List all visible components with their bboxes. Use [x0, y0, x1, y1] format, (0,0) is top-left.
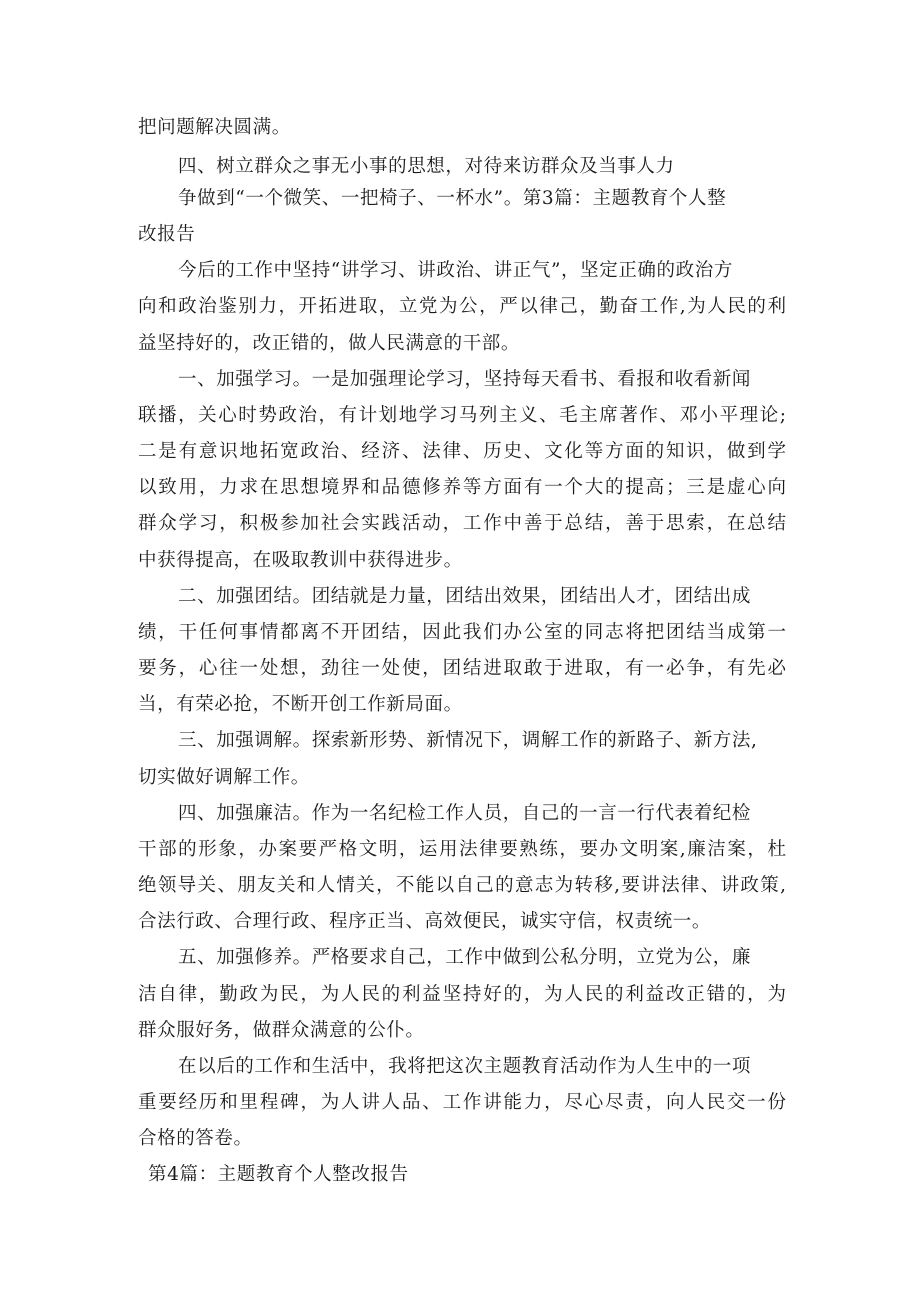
text-line: 四、加强廉洁。作为一名纪检工作人员，自己的一言一行代表着纪检	[178, 803, 752, 824]
text-line: 要务，心往一处想，劲往一处使，团结进取敢于进取，有一必争，有先必	[138, 658, 786, 679]
text-line: 中获得提高，在吸取教训中获得进步。	[138, 550, 463, 571]
text-line: 二、加强团结。团结就是力量，团结出效果，团结出人才，团结出成	[178, 586, 752, 607]
text-line: 三、加强调解。探索新形势、新情况下，调解工作的新路子、新方法,	[178, 730, 758, 751]
text-line: 改报告	[138, 224, 196, 245]
text-line: 在以后的工作和生活中，我将把这次主题教育活动作为人生中的一项	[178, 1056, 752, 1077]
text-line: 今后的工作中坚持“讲学习、讲政治、讲正气”，坚定正确的政治方	[178, 260, 733, 281]
text-line: 益坚持好的，改正错的，做人民满意的干部。	[138, 333, 521, 354]
text-line: 二是有意识地拓宽政治、经济、法律、历史、文化等方面的知识，做到学	[138, 441, 786, 462]
text-line: 绝领导关、朋友关和人情关，不能以自己的意志为转移,要讲法律、讲政策,	[138, 875, 786, 896]
text-line: 绩，干任何事情都离不开团结，因此我们办公室的同志将把团结当成第一	[138, 622, 786, 643]
section-heading: 第4篇：主题教育个人整改报告	[148, 1164, 409, 1185]
text-line: 争做到“一个微笑、一把椅子、一杯水”。第3篇：主题教育个人整	[178, 188, 727, 209]
text-line: 五、加强修养。严格要求自己，工作中做到公私分明，立党为公，廉	[178, 947, 752, 968]
text-line: 切实做好调解工作。	[138, 767, 310, 788]
text-line: 以致用，力求在思想境界和品德修养等方面有一个大的提高；三是虚心向	[138, 477, 786, 498]
text-line: 向和政治鉴别力，开拓进取，立党为公，严以律己，勤奋工作,为人民的利	[138, 296, 786, 317]
text-line: 洁自律，勤政为民，为人民的利益坚持好的，为人民的利益改正错的，为	[138, 984, 786, 1005]
text-line: 一、加强学习。一是加强理论学习，坚持每天看书、看报和收看新闻	[178, 369, 752, 390]
text-line: 当，有荣必抢，不断开创工作新局面。	[138, 694, 463, 715]
text-line: 合格的答卷。	[138, 1128, 253, 1149]
text-line: 群众服好务，做群众满意的公仆。	[138, 1020, 425, 1041]
text-line: 联播，关心时势政治，有计划地学习马列主义、毛主席著作、邓小平理论;	[138, 405, 786, 426]
text-line: 合法行政、合理行政、程序正当、高效便民，诚实守信，权责统一。	[138, 911, 712, 932]
text-line: 群众学习，积极参加社会实践活动，工作中善于总结，善于思索，在总结	[138, 513, 786, 534]
text-line: 重要经历和里程碑，为人讲人品、工作讲能力，尽心尽责，向人民交一份	[138, 1092, 786, 1113]
text-line: 干部的形象，办案要严格文明，运用法律要熟练，要办文明案,廉洁案，杜	[138, 839, 786, 860]
text-line: 把问题解决圆满。	[138, 117, 291, 138]
text-line: 四、树立群众之事无小事的思想，对待来访群众及当事人力	[178, 156, 675, 177]
